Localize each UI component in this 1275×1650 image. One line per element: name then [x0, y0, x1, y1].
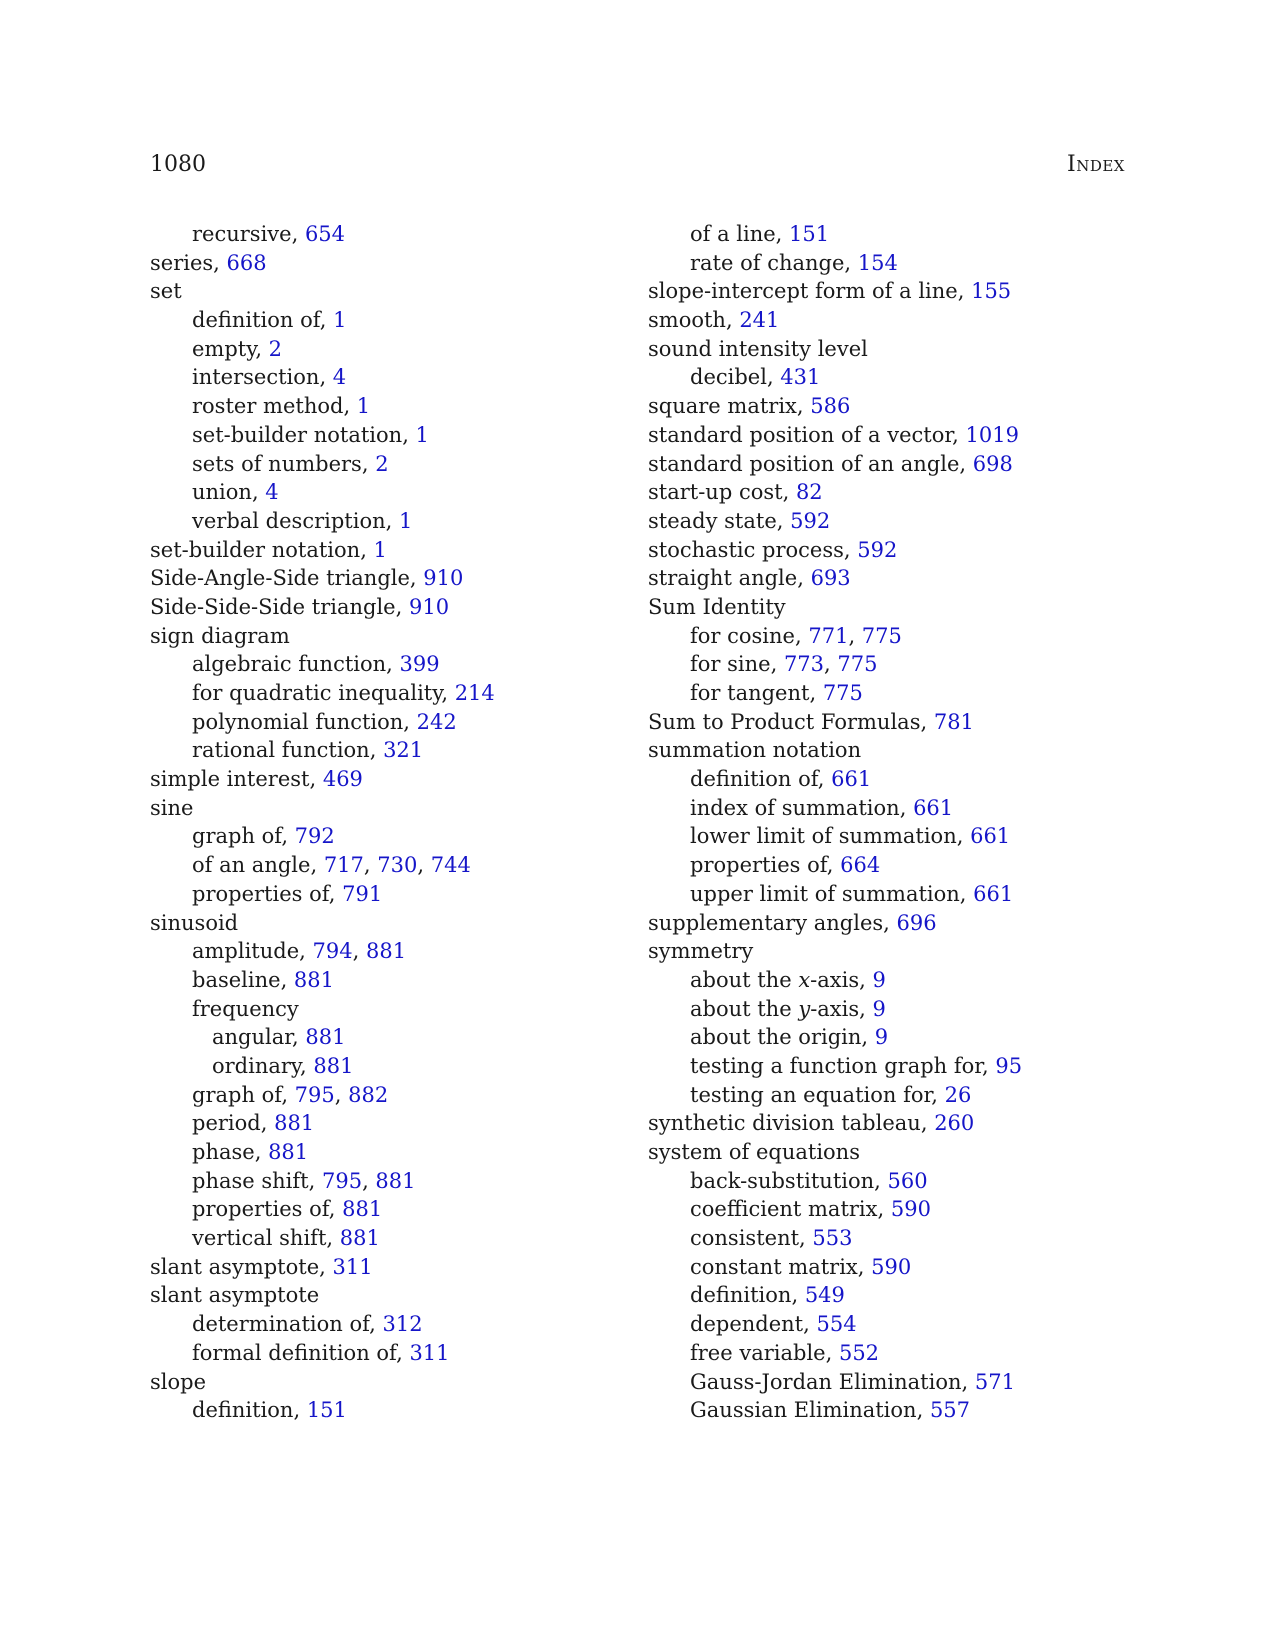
index-entry: slope-intercept form of a line, 155 [648, 279, 1012, 304]
page-link[interactable]: 654 [304, 222, 346, 246]
index-term: standard position of a vector [648, 422, 953, 447]
index-term: recursive [192, 222, 292, 246]
section-title: Index [1067, 152, 1125, 177]
index-term: frequency [192, 996, 299, 1021]
index-term: series [150, 250, 214, 275]
index-entry: standard position of an angle, 698 [648, 451, 1013, 476]
index-entry [648, 736, 1128, 765]
index-entry: sets of numbers, 2 [192, 451, 389, 476]
index-entry: simple interest, 469 [150, 767, 363, 792]
index-term: lower limit of summation [690, 824, 957, 849]
index-entry: Gaussian Elimination, 557 [690, 1398, 971, 1423]
page-link[interactable]: 781 [933, 709, 974, 734]
page-link[interactable]: 82 [795, 480, 823, 505]
index-entry: testing a function graph for, 95 [690, 1053, 1023, 1078]
index-entry: properties of, 791 [192, 881, 383, 906]
page-link[interactable]: 771 [808, 623, 849, 648]
index-term: start-up cost [648, 480, 783, 505]
page-link[interactable]: 717 [323, 853, 364, 878]
page-link[interactable]: 469 [322, 767, 363, 792]
index-term: definition of [690, 767, 818, 792]
index-entry: start-up cost, 82 [648, 480, 823, 505]
page-link[interactable]: 881 [313, 1053, 354, 1078]
index-term: stochastic process [648, 537, 844, 562]
index-term: roster method [192, 394, 344, 419]
index-entry [648, 335, 1128, 364]
index-entry [150, 622, 620, 651]
index-entry: steady state, 592 [648, 508, 831, 533]
index-entry: set-builder notation, 1 [192, 422, 429, 447]
index-entry: series, 668 [150, 250, 267, 275]
index-entry [150, 277, 620, 306]
index-entry: lower limit of summation, 661 [690, 824, 1011, 849]
index-term: square matrix [648, 394, 797, 419]
index-term: ordinary [212, 1053, 300, 1078]
index-term: Sum Identity [648, 594, 786, 619]
index-entry: properties of, 664 [690, 853, 881, 878]
page-link[interactable]: 399 [399, 652, 440, 677]
index-entry: period, 881 [192, 1111, 315, 1136]
index-entry: about the y-axis, 9 [690, 996, 886, 1021]
index-entry: recursive, 654 [192, 222, 346, 246]
index-entry: algebraic function, 399 [192, 652, 440, 677]
index-entry: coefficient matrix, 590 [690, 1197, 931, 1222]
index-term: properties of [690, 853, 827, 878]
index-term: slant asymptote [150, 1254, 320, 1279]
index-term: baseline [192, 967, 281, 992]
index-term: synthetic division tableau [648, 1111, 921, 1136]
page-link[interactable]: 554 [816, 1312, 857, 1337]
index-entry [150, 1368, 620, 1397]
index-term: sine [150, 795, 194, 820]
index-entry: straight angle, 693 [648, 566, 851, 591]
page-link[interactable]: 242 [416, 709, 457, 734]
index-entry: constant matrix, 590 [690, 1254, 912, 1279]
page-link[interactable]: 794 [312, 939, 353, 964]
index-term: graph of [192, 1082, 282, 1107]
page-link[interactable]: 775 [837, 652, 878, 677]
index-term: intersection [192, 365, 320, 390]
index-term: sign diagram [150, 623, 290, 648]
index-term: back-substitution [690, 1168, 875, 1193]
index-term: coefficient matrix [690, 1197, 878, 1222]
page-link[interactable]: 881 [339, 1226, 380, 1251]
page-link[interactable]: 154 [857, 250, 898, 275]
index-entry: for quadratic inequality, 214 [192, 681, 495, 705]
index-term: decibel [690, 365, 767, 390]
page-link[interactable]: 664 [840, 853, 881, 878]
page-link[interactable]: 260 [934, 1111, 975, 1136]
page-link[interactable]: 775 [822, 681, 863, 705]
index-term: of an angle [192, 853, 311, 878]
index-term: properties of [192, 1197, 329, 1222]
index-term: verbal description [192, 508, 386, 533]
index-entry: ordinary, 881 [212, 1053, 354, 1078]
running-head [150, 150, 1125, 180]
page-number: 1080 [150, 152, 206, 177]
index-term: summation notation [648, 738, 862, 763]
index-entry [648, 937, 1128, 966]
index-term: algebraic function [192, 652, 387, 677]
index-term: rational function [192, 738, 370, 763]
index-entry: formal definition of, 311 [192, 1340, 450, 1365]
page-link[interactable]: 2 [375, 451, 389, 476]
index-entry: union, 4 [192, 480, 279, 505]
page-link[interactable]: 1 [373, 537, 387, 562]
index-term: polynomial function [192, 709, 404, 734]
index-entry: definition of, 661 [690, 767, 872, 792]
index-entry: phase, 881 [192, 1140, 309, 1164]
index-term: union [192, 480, 252, 505]
index-entry: of a line, 151 [690, 222, 830, 246]
page-link[interactable]: 586 [810, 394, 851, 419]
index-entry: polynomial function, 242 [192, 709, 457, 734]
page-link[interactable]: 881 [268, 1140, 309, 1164]
page-link[interactable]: 549 [804, 1283, 845, 1308]
page-link[interactable]: 881 [375, 1168, 416, 1193]
page-link[interactable]: 881 [342, 1197, 383, 1222]
index-entry: determination of, 312 [192, 1312, 423, 1337]
index-term: sinusoid [150, 910, 239, 935]
index-entry: square matrix, 586 [648, 394, 851, 419]
page-link[interactable]: 910 [423, 566, 464, 591]
page-link[interactable]: 9 [874, 1025, 889, 1050]
index-entry: consistent, 553 [690, 1226, 853, 1251]
index-entry: slant asymptote, 311 [150, 1254, 373, 1279]
index-term: for tangent [690, 681, 810, 705]
index-entry: synthetic division tableau, 260 [648, 1111, 975, 1136]
index-entry: angular, 881 [212, 1025, 346, 1050]
page-link[interactable]: 696 [896, 910, 937, 935]
page-link[interactable]: 661 [831, 767, 872, 792]
index-term: graph of [192, 824, 282, 849]
index-term: smooth [648, 308, 726, 333]
index-entry: of an angle, 717, 730, 744 [192, 853, 471, 878]
index-entry [150, 995, 620, 1024]
index-entry: intersection, 4 [192, 365, 347, 390]
index-entry: for tangent, 775 [690, 681, 863, 705]
index-term: free variable [690, 1340, 826, 1365]
index-term: of a line [690, 222, 776, 246]
index-term: upper limit of summation [690, 881, 960, 906]
index-entry [150, 1281, 620, 1310]
index-entry: standard position of a vector, 1019 [648, 422, 1019, 447]
index-entry: roster method, 1 [192, 394, 371, 419]
page-link[interactable]: 882 [348, 1082, 389, 1107]
index-entry: definition of, 1 [192, 308, 347, 333]
page-link[interactable]: 592 [790, 508, 831, 533]
page-link[interactable]: 241 [739, 308, 780, 333]
page-link[interactable]: 214 [454, 681, 495, 705]
index-term: standard position of an angle [648, 451, 960, 476]
index-entry: baseline, 881 [192, 967, 335, 992]
index-term: properties of [192, 881, 329, 906]
page-link[interactable]: 698 [972, 451, 1013, 476]
index-entry: verbal description, 1 [192, 508, 413, 533]
index-term: empty [192, 336, 256, 361]
index-entry: Side-Side-Side triangle, 910 [150, 594, 450, 619]
page-link[interactable]: 1019 [965, 422, 1019, 447]
page-link[interactable]: 151 [306, 1398, 347, 1423]
index-term: phase [192, 1140, 255, 1164]
index-term: amplitude [192, 939, 300, 964]
page-link[interactable]: 1 [356, 394, 371, 419]
index-term: about the y-axis [690, 996, 860, 1021]
index-entry: testing an equation for, 26 [690, 1082, 972, 1107]
index-term: for sine [690, 652, 771, 677]
index-term: Side-Side-Side triangle [150, 594, 396, 619]
index-entry: phase shift, 795, 881 [192, 1168, 416, 1193]
index-entry: definition, 151 [192, 1398, 347, 1423]
index-entry: set-builder notation, 1 [150, 537, 387, 562]
index-term: dependent [690, 1312, 804, 1337]
index-term: supplementary angles [648, 910, 884, 935]
index-entry: definition, 549 [690, 1283, 845, 1308]
index-term: vertical shift [192, 1226, 327, 1251]
index-term: system of equations [648, 1140, 860, 1164]
index-term: set [150, 279, 182, 304]
page-link[interactable]: 661 [973, 881, 1014, 906]
page-link[interactable]: 1 [415, 422, 429, 447]
page-link[interactable]: 881 [274, 1111, 315, 1136]
index-term: straight angle [648, 566, 798, 591]
page-link[interactable]: 26 [944, 1082, 972, 1107]
page-link[interactable]: 592 [857, 537, 898, 562]
index-term: angular [212, 1025, 292, 1050]
page-link[interactable]: 693 [810, 566, 851, 591]
index-term: definition of [192, 308, 320, 333]
page-link[interactable]: 661 [913, 795, 954, 820]
page-link[interactable]: 1 [333, 308, 347, 333]
index-entry: vertical shift, 881 [192, 1226, 380, 1251]
page-link[interactable]: 791 [342, 881, 383, 906]
index-term: steady state [648, 508, 777, 533]
page-link[interactable]: 795 [321, 1168, 363, 1193]
index-term: testing an equation for [690, 1082, 932, 1107]
page-link[interactable]: 744 [430, 853, 471, 878]
page-link[interactable]: 773 [783, 652, 825, 677]
page-link[interactable]: 431 [780, 365, 821, 390]
index-term: definition [690, 1283, 792, 1308]
index-term: slant asymptote [150, 1283, 320, 1308]
index-term: set-builder notation [150, 537, 361, 562]
page-link[interactable]: 553 [812, 1226, 853, 1251]
index-term: slope-intercept form of a line [648, 279, 958, 304]
index-entry: graph of, 795, 882 [192, 1082, 389, 1107]
index-entry: free variable, 552 [690, 1340, 880, 1365]
page-link[interactable]: 881 [365, 939, 407, 964]
page-link[interactable]: 9 [872, 967, 886, 992]
index-entry: graph of, 792 [192, 824, 335, 849]
index-term: for quadratic inequality [192, 681, 442, 705]
index-term: sets of numbers [192, 451, 362, 476]
index-term: testing a function graph for [690, 1053, 983, 1078]
page-link[interactable]: 9 [872, 996, 886, 1021]
index-term: consistent [690, 1226, 800, 1251]
index-column-right [648, 220, 1128, 1425]
index-entry: amplitude, 794, 881 [192, 939, 407, 964]
index-entry: for sine, 773, 775 [690, 652, 878, 677]
page-link[interactable]: 560 [887, 1168, 928, 1193]
page-link[interactable]: 668 [226, 250, 267, 275]
index-term: determination of [192, 1312, 370, 1337]
index-term: about the x-axis [690, 967, 860, 992]
page-link[interactable]: 730 [377, 853, 418, 878]
index-entry: empty, 2 [192, 336, 283, 361]
index-term: Gauss-Jordan Elimination [690, 1369, 962, 1394]
index-term: definition [192, 1398, 294, 1423]
index-entry [150, 794, 620, 823]
index-entry: back-substitution, 560 [690, 1168, 928, 1193]
index-entry: supplementary angles, 696 [648, 910, 937, 935]
index-term: Sum to Product Formulas [648, 709, 921, 734]
page-link[interactable]: 661 [970, 824, 1011, 849]
index-entry: Sum to Product Formulas, 781 [648, 709, 974, 734]
index-entry [150, 909, 620, 938]
page-link[interactable]: 311 [332, 1254, 373, 1279]
index-term: sound intensity level [648, 336, 868, 361]
index-term: constant matrix [690, 1254, 858, 1279]
page-link[interactable]: 881 [293, 967, 335, 992]
index-entry: for cosine, 771, 775 [690, 623, 902, 648]
index-column-left [150, 220, 620, 1425]
index-entry: about the x-axis, 9 [690, 967, 886, 992]
index-term: rate of change [690, 250, 845, 275]
index-entry: dependent, 554 [690, 1312, 857, 1337]
page-link[interactable]: 557 [929, 1398, 971, 1423]
index-term: about the origin [690, 1025, 862, 1050]
page-link[interactable]: 311 [409, 1340, 450, 1365]
page-link[interactable]: 590 [871, 1254, 912, 1279]
page-link[interactable]: 95 [995, 1053, 1023, 1078]
page-link[interactable]: 151 [789, 222, 830, 246]
index-entry [648, 593, 1128, 622]
index-term: slope [150, 1369, 207, 1394]
page-link[interactable]: 2 [268, 336, 283, 361]
index-entry [648, 1138, 1128, 1167]
index-term: index of summation [690, 795, 900, 820]
index-term: Gaussian Elimination [690, 1398, 917, 1423]
page-link[interactable]: 552 [838, 1340, 880, 1365]
index-entry: properties of, 881 [192, 1197, 383, 1222]
index-term: for cosine [690, 623, 795, 648]
page-link[interactable]: 792 [294, 824, 335, 849]
page-link[interactable]: 775 [861, 623, 902, 648]
index-entry: decibel, 431 [690, 365, 821, 390]
index-term: simple interest [150, 767, 310, 792]
page-link[interactable]: 312 [382, 1312, 423, 1337]
page-link[interactable]: 881 [305, 1025, 346, 1050]
index-term: symmetry [648, 939, 754, 964]
index-entry: smooth, 241 [648, 308, 780, 333]
index-entry: stochastic process, 592 [648, 537, 898, 562]
index-term: phase shift [192, 1168, 309, 1193]
index-term: set-builder notation [192, 422, 403, 447]
index-term: formal definition of [192, 1340, 397, 1365]
page-link[interactable]: 4 [332, 365, 347, 390]
page-link[interactable]: 590 [890, 1197, 931, 1222]
index-entry: Gauss-Jordan Elimination, 571 [690, 1369, 1015, 1394]
page-link[interactable]: 795 [294, 1082, 335, 1107]
page-link[interactable]: 571 [974, 1369, 1015, 1394]
index-entry: rate of change, 154 [690, 250, 898, 275]
page-link[interactable]: 910 [408, 594, 450, 619]
page-link[interactable]: 1 [398, 508, 413, 533]
index-entry: rational function, 321 [192, 738, 424, 763]
index-entry: Side-Angle-Side triangle, 910 [150, 566, 464, 591]
index-entry: index of summation, 661 [690, 795, 954, 820]
index-entry: upper limit of summation, 661 [690, 881, 1014, 906]
index-entry: about the origin, 9 [690, 1025, 889, 1050]
page-link[interactable]: 4 [265, 480, 279, 505]
page-link[interactable]: 321 [383, 738, 424, 763]
page-link[interactable]: 155 [971, 279, 1012, 304]
index-term: Side-Angle-Side triangle [150, 566, 410, 591]
index-term: period [192, 1111, 261, 1136]
